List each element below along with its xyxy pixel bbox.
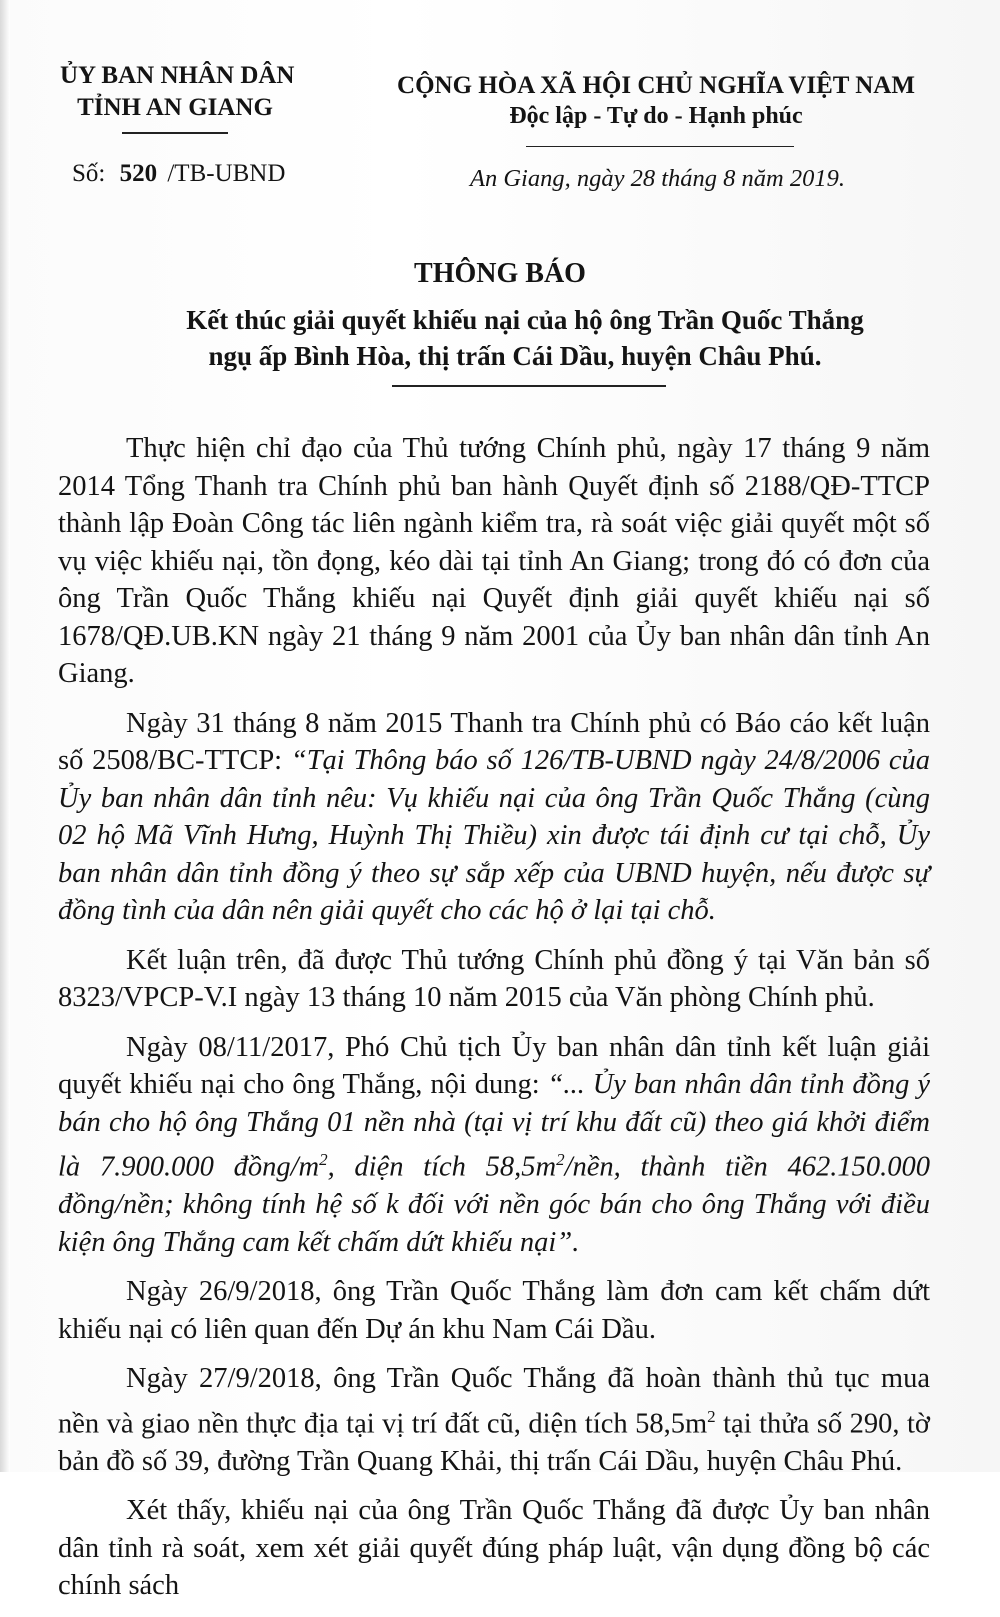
title-underline <box>392 385 666 387</box>
paragraph-5: Ngày 26/9/2018, ông Trần Quốc Thắng làm đơn cam kết chấm dứt khiếu nại có liên quan đến Dự án khu Nam Cái Dầu. <box>58 1276 930 1345</box>
paragraph-6 <box>58 1360 930 1480</box>
notice-body <box>58 430 930 1617</box>
paragraph-4-quote-a: “... Ủy ban nhân dân tỉnh đồng ý bán cho hộ ông Thắng 01 nền nhà (tại vị trí khu đất cũ) theo giá khởi điểm là 7.900.000 đồng/m <box>58 1069 930 1183</box>
national-title: CỘNG HÒA XÃ HỘI CHỦ NGHĨA VIỆT NAM <box>397 72 915 99</box>
document-number <box>72 160 285 188</box>
paragraph-4-lead: Ngày 08/11/2017, Phó Chủ tịch Ủy ban nhân dân tỉnh kết luận giải quyết khiếu nại cho ông Thắng, nội dung: <box>58 1031 930 1100</box>
number-value: 520 <box>119 160 158 187</box>
number-prefix: Số: <box>72 160 106 187</box>
paragraph-6-sup: 2 <box>707 1406 716 1426</box>
notice-title: THÔNG BÁO <box>414 258 586 289</box>
page-shadow-edge <box>0 0 10 1472</box>
paragraph-6-a: Ngày 27/9/2018, ông Trần Quốc Thắng đã hoàn thành thủ tục mua nền và giao nền thực địa tại vị trí đất cũ, diện tích 58,5m <box>58 1363 930 1439</box>
agency-underline <box>122 132 228 134</box>
national-motto: Độc lập - Tự do - Hạnh phúc <box>509 103 803 129</box>
paragraph-4 <box>58 1029 930 1262</box>
motto-underline <box>526 146 794 147</box>
paragraph-2 <box>58 705 930 930</box>
paragraph-4-sup-2: 2 <box>556 1150 565 1169</box>
paragraph-1: Thực hiện chỉ đạo của Thủ tướng Chính phủ, ngày 17 tháng 9 năm 2014 Tổng Thanh tra Chính phủ ban hành Quyết định số 2188/QĐ-TTCP thành lập Đoàn Công tác liên ngành kiểm tra, rà soát việc giải quyết một số vụ việc khiếu nại, tồn đọng, kéo dài tại tỉnh An Giang; trong đó có đơn của ông Trần Quốc Thắng khiếu nại Quyết định giải quyết khiếu nại số 1678/QĐ.UB.KN ngày 21 tháng 9 năm 2001 của Ủy ban nhân dân tỉnh An Giang. <box>58 433 930 689</box>
paragraph-2-lead: Ngày 31 tháng 8 năm 2015 Thanh tra Chính phủ có Báo cáo kết luận số 2508/BC-TTCP: <box>58 707 930 776</box>
paragraph-2-quote: “Tại Thông báo số 126/TB-UBND ngày 24/8/2006 của Ủy ban nhân dân tỉnh nêu: Vụ khiếu nại của ông Trần Quốc Thắng (cùng 02 hộ Mã Vĩnh Hưng, Huỳnh Thị Thiều) xin được tái định cư tại chỗ, Ủy ban nhân dân tỉnh đồng ý theo sự sắp xếp của UBND huyện, nếu được sự đồng tình của dân nên giải quyết cho các hộ ở lại tại chỗ. <box>58 745 930 926</box>
number-suffix: /TB-UBND <box>167 160 286 187</box>
paragraph-3: Kết luận trên, đã được Thủ tướng Chính phủ đồng ý tại Văn bản số 8323/VPCP-V.I ngày 13 tháng 10 năm 2015 của Văn phòng Chính phủ. <box>58 944 930 1013</box>
paragraph-4-sup-1: 2 <box>319 1150 328 1169</box>
paragraph-6-b: tại thửa số 290, tờ bản đồ số 39, đường Trần Quang Khải, thị trấn Cái Dầu, huyện Châu Phú. <box>58 1408 930 1477</box>
place-date: An Giang, ngày 28 tháng 8 năm 2019. <box>470 165 845 192</box>
agency-name-line1: ỦY BAN NHÂN DÂN <box>60 62 295 89</box>
paragraph-4-quote-b: , diện tích 58,5m <box>327 1151 557 1183</box>
paragraph-4-quote-c: /nền, thành tiền 462.150.000 đồng/nền; không tính hệ số k đối với nền góc bán cho ông Thắng với điều kiện ông Thắng cam kết chấm dứt khiếu nại”. <box>58 1151 931 1258</box>
notice-subtitle-line2: ngụ ấp Bình Hòa, thị trấn Cái Dầu, huyện Châu Phú. <box>208 341 822 371</box>
notice-subtitle-line1: Kết thúc giải quyết khiếu nại của hộ ông Trần Quốc Thắng <box>186 305 864 335</box>
agency-name-line2: TỈNH AN GIANG <box>77 94 273 121</box>
paragraph-7: Xét thấy, khiếu nại của ông Trần Quốc Thắng đã được Ủy ban nhân dân tỉnh rà soát, xem xét giải quyết đúng pháp luật, vận dụng đồng bộ các chính sách <box>58 1495 930 1601</box>
